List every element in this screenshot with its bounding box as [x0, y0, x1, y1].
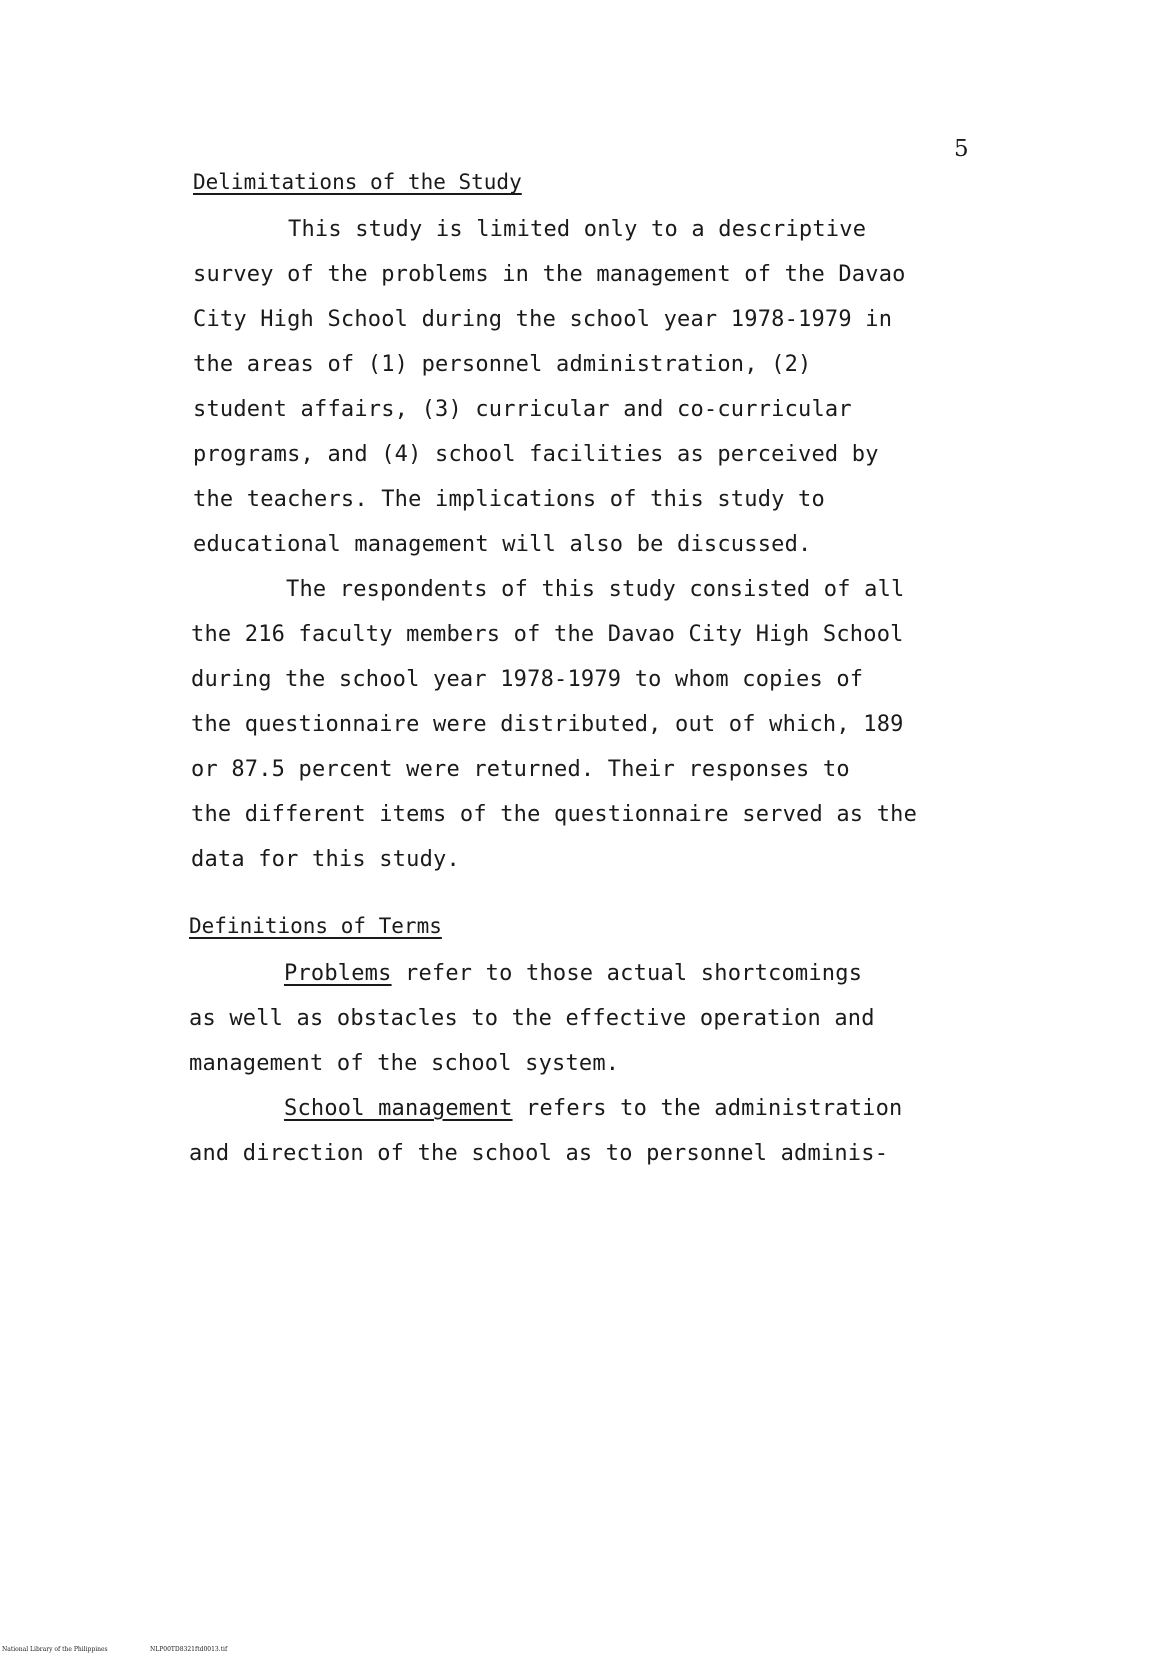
- footer-file-name: NLP00TD8321ftd0013.tif: [150, 1646, 228, 1653]
- paragraph-line: and direction of the school as to personnel adminis-: [189, 1141, 889, 1166]
- definition-school-management: [284, 1096, 903, 1121]
- footer-library-name: National Library of the Philippines: [2, 1646, 108, 1653]
- definition-text: refer to those actual shortcomings: [391, 961, 863, 986]
- paragraph-line: survey of the problems in the management of the Davao: [193, 262, 906, 287]
- definition-text: refers to the administration: [512, 1096, 903, 1121]
- paragraph-line: during the school year 1978-1979 to whom copies of: [191, 667, 864, 692]
- paragraph-line: educational management will also be discussed.: [193, 532, 812, 557]
- paragraph-line: the different items of the questionnaire served as the: [191, 802, 918, 827]
- paragraph-line: The respondents of this study consisted of all: [286, 577, 905, 602]
- term-school-management: School management: [284, 1096, 513, 1121]
- paragraph-line: the 216 faculty members of the Davao City High School: [191, 622, 904, 647]
- paragraph-line: data for this study.: [191, 847, 460, 872]
- paragraph-line: the areas of (1) personnel administration, (2): [193, 352, 812, 377]
- paragraph-line: This study is limited only to a descriptive: [288, 217, 867, 242]
- paragraph-line: student affairs, (3) curricular and co-curricular: [193, 397, 852, 422]
- paragraph-line: programs, and (4) school facilities as perceived by: [193, 442, 879, 467]
- paragraph-line: management of the school system.: [189, 1051, 620, 1076]
- page-number: 5: [954, 136, 969, 162]
- section-heading-definitions: Definitions of Terms: [189, 914, 442, 938]
- paragraph-line: as well as obstacles to the effective operation and: [189, 1006, 875, 1031]
- paragraph-line: the questionnaire were distributed, out of which, 189: [191, 712, 904, 737]
- definition-problems: [284, 961, 862, 986]
- term-problems: Problems: [284, 961, 392, 986]
- paragraph-line: City High School during the school year 1978-1979 in: [193, 307, 893, 332]
- paragraph-line: the teachers. The implications of this study to: [193, 487, 825, 512]
- paragraph-line: or 87.5 percent were returned. Their responses to: [191, 757, 850, 782]
- section-heading-delimitations: Delimitations of the Study: [193, 170, 522, 194]
